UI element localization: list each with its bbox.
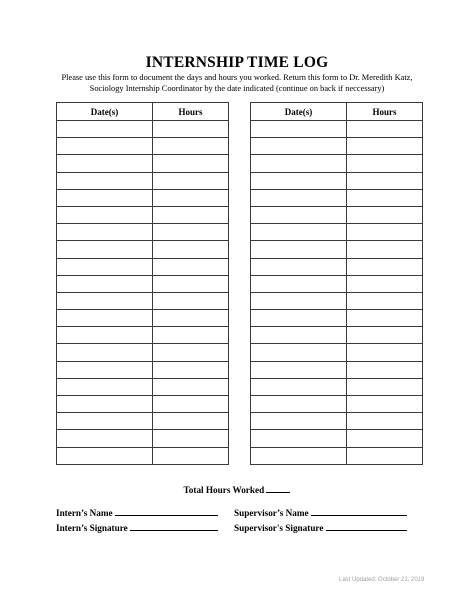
- date-cell[interactable]: [57, 224, 153, 241]
- table-row: [57, 241, 229, 258]
- date-cell[interactable]: [251, 258, 347, 275]
- hours-cell[interactable]: [153, 292, 229, 309]
- hours-cell[interactable]: [153, 396, 229, 413]
- table-row: [251, 396, 423, 413]
- date-cell[interactable]: [251, 292, 347, 309]
- intern-signature-row: [56, 521, 218, 533]
- date-cell[interactable]: [57, 241, 153, 258]
- hours-cell[interactable]: [153, 189, 229, 206]
- last-updated-footer: Last Updated: October 21, 2019: [339, 577, 425, 583]
- hours-cell[interactable]: [153, 361, 229, 378]
- time-log-table-right: [250, 102, 423, 465]
- supervisor-name-label: Supervisor’s Name: [234, 508, 309, 518]
- date-cell[interactable]: [251, 172, 347, 189]
- date-cell[interactable]: [57, 430, 153, 447]
- hours-cell[interactable]: [153, 224, 229, 241]
- hours-cell[interactable]: [153, 344, 229, 361]
- supervisor-signature-row: [234, 521, 407, 533]
- date-cell[interactable]: [251, 206, 347, 223]
- date-cell[interactable]: [251, 241, 347, 258]
- hours-cell[interactable]: [347, 292, 423, 309]
- table-row: [57, 138, 229, 155]
- table-row: [251, 413, 423, 430]
- table-row: [57, 292, 229, 309]
- table-row: [57, 121, 229, 138]
- date-cell[interactable]: [251, 155, 347, 172]
- hours-cell[interactable]: [347, 155, 423, 172]
- table-row: [57, 258, 229, 275]
- date-cell[interactable]: [57, 121, 153, 138]
- date-cell[interactable]: [251, 310, 347, 327]
- hours-cell[interactable]: [347, 378, 423, 395]
- date-cell[interactable]: [251, 224, 347, 241]
- table-row: [57, 310, 229, 327]
- table-row: [251, 172, 423, 189]
- hours-cell[interactable]: [153, 447, 229, 464]
- date-cell[interactable]: [251, 447, 347, 464]
- hours-column-header: Hours: [153, 103, 229, 121]
- table-row: [251, 155, 423, 172]
- table-row: [251, 138, 423, 155]
- hours-cell[interactable]: [347, 361, 423, 378]
- table-row: [251, 361, 423, 378]
- date-cell[interactable]: [57, 275, 153, 292]
- date-cell[interactable]: [57, 327, 153, 344]
- table-row: [251, 206, 423, 223]
- table-row: [251, 344, 423, 361]
- supervisor-name-row: [234, 506, 407, 518]
- date-cell[interactable]: [251, 138, 347, 155]
- date-cell[interactable]: [251, 378, 347, 395]
- instructions-line-2: Sociology Internship Coordinator by the date indicated (continue on back if neccessary): [89, 84, 385, 93]
- hours-cell[interactable]: [347, 138, 423, 155]
- time-log-body-right: [251, 121, 423, 465]
- table-row: [251, 258, 423, 275]
- date-cell[interactable]: [57, 206, 153, 223]
- total-hours-section: [0, 483, 474, 495]
- table-row: [251, 121, 423, 138]
- table-row: [251, 430, 423, 447]
- intern-signature-label: Intern’s Signature: [56, 523, 128, 533]
- hours-cell[interactable]: [347, 310, 423, 327]
- hours-cell[interactable]: [153, 413, 229, 430]
- date-cell[interactable]: [251, 361, 347, 378]
- table-row: [57, 430, 229, 447]
- table-row: [57, 396, 229, 413]
- hours-cell[interactable]: [347, 241, 423, 258]
- hours-cell[interactable]: [153, 327, 229, 344]
- hours-cell[interactable]: [153, 155, 229, 172]
- table-row: [57, 344, 229, 361]
- table-row: [251, 224, 423, 241]
- table-row: [57, 413, 229, 430]
- hours-cell[interactable]: [347, 224, 423, 241]
- hours-cell[interactable]: [347, 327, 423, 344]
- table-row: [251, 189, 423, 206]
- date-cell[interactable]: [251, 189, 347, 206]
- table-row: [251, 310, 423, 327]
- hours-cell[interactable]: [347, 206, 423, 223]
- hours-cell[interactable]: [153, 275, 229, 292]
- hours-cell[interactable]: [153, 310, 229, 327]
- hours-cell[interactable]: [347, 344, 423, 361]
- table-row: [251, 378, 423, 395]
- form-title: INTERNSHIP TIME LOG: [145, 54, 329, 71]
- table-row: [251, 275, 423, 292]
- date-cell[interactable]: [251, 121, 347, 138]
- date-cell[interactable]: [57, 172, 153, 189]
- table-row: [57, 327, 229, 344]
- hours-cell[interactable]: [153, 206, 229, 223]
- hours-cell[interactable]: [347, 258, 423, 275]
- hours-cell[interactable]: [153, 172, 229, 189]
- table-header-row: [251, 103, 423, 121]
- table-row: [57, 189, 229, 206]
- supervisor-signature-label: Supervisor's Signature: [234, 523, 324, 533]
- table-row: [57, 224, 229, 241]
- table-row: [251, 447, 423, 464]
- date-cell[interactable]: [57, 447, 153, 464]
- hours-cell[interactable]: [347, 396, 423, 413]
- instructions-line-1: Please use this form to document the days and hours you worked. Return this form to Dr. Meredith Katz,: [61, 73, 413, 82]
- table-row: [251, 327, 423, 344]
- intern-name-row: [56, 506, 218, 518]
- hours-cell[interactable]: [347, 121, 423, 138]
- table-row: [57, 172, 229, 189]
- date-cell[interactable]: [57, 361, 153, 378]
- hours-cell[interactable]: [347, 172, 423, 189]
- time-log-body-left: [57, 121, 229, 465]
- hours-cell[interactable]: [153, 378, 229, 395]
- intern-signature-field[interactable]: [130, 521, 218, 531]
- date-cell[interactable]: [57, 155, 153, 172]
- supervisor-signature-field[interactable]: [326, 521, 407, 531]
- date-cell[interactable]: [251, 413, 347, 430]
- date-cell[interactable]: [57, 396, 153, 413]
- date-cell[interactable]: [57, 310, 153, 327]
- hours-cell[interactable]: [153, 138, 229, 155]
- dates-column-header: Date(s): [57, 103, 153, 121]
- table-row: [57, 155, 229, 172]
- total-hours-label: Total Hours Worked: [183, 485, 265, 495]
- table-row: [57, 378, 229, 395]
- time-log-table-left: [56, 102, 229, 465]
- hours-cell[interactable]: [347, 189, 423, 206]
- hours-cell[interactable]: [153, 121, 229, 138]
- date-cell[interactable]: [251, 344, 347, 361]
- table-row: [57, 361, 229, 378]
- form-instructions: [40, 72, 434, 94]
- date-cell[interactable]: [251, 430, 347, 447]
- total-hours-field[interactable]: [266, 483, 290, 493]
- date-cell[interactable]: [57, 189, 153, 206]
- date-cell[interactable]: [57, 413, 153, 430]
- intern-name-label: Intern’s Name: [56, 508, 113, 518]
- hours-cell[interactable]: [347, 430, 423, 447]
- hours-cell[interactable]: [347, 275, 423, 292]
- table-row: [57, 206, 229, 223]
- date-cell[interactable]: [57, 292, 153, 309]
- supervisor-name-field[interactable]: [311, 506, 407, 516]
- hours-cell[interactable]: [347, 447, 423, 464]
- date-cell[interactable]: [251, 327, 347, 344]
- date-cell[interactable]: [57, 378, 153, 395]
- table-header-row: [57, 103, 229, 121]
- table-row: [251, 241, 423, 258]
- hours-cell[interactable]: [153, 430, 229, 447]
- hours-cell[interactable]: [153, 258, 229, 275]
- date-cell[interactable]: [251, 275, 347, 292]
- table-row: [251, 292, 423, 309]
- hours-cell[interactable]: [153, 241, 229, 258]
- table-row: [57, 447, 229, 464]
- date-cell[interactable]: [57, 138, 153, 155]
- dates-column-header: Date(s): [251, 103, 347, 121]
- intern-name-field[interactable]: [115, 506, 218, 516]
- hours-cell[interactable]: [347, 413, 423, 430]
- date-cell[interactable]: [251, 396, 347, 413]
- date-cell[interactable]: [57, 344, 153, 361]
- hours-column-header: Hours: [347, 103, 423, 121]
- table-row: [57, 275, 229, 292]
- date-cell[interactable]: [57, 258, 153, 275]
